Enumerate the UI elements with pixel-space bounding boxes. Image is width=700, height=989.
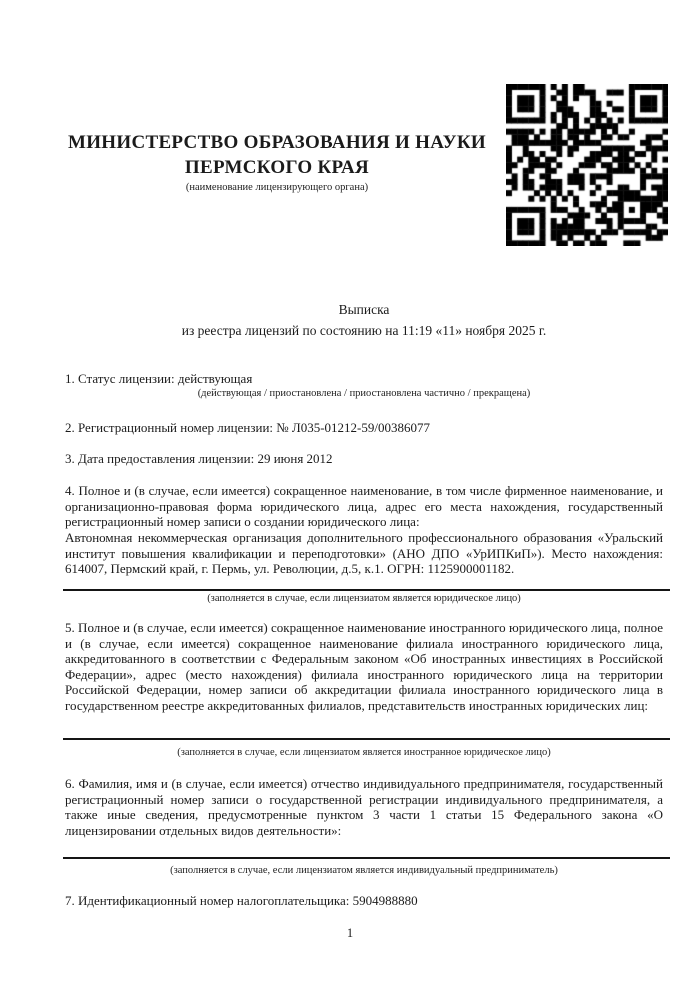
- ministry-name-line1: МИНИСТЕРСТВО ОБРАЗОВАНИЯ И НАУКИ: [67, 132, 487, 153]
- license-status-options-caption: (действующая / приостановлена / приостановлена частично / прекращена): [197, 388, 531, 399]
- document-title-line2: из реестра лицензий по состоянию на 11:19 «11» ноября 2025 г.: [181, 323, 547, 338]
- document-title-line1: Выписка: [338, 302, 390, 317]
- page-number: 1: [346, 926, 354, 940]
- registration-number-line: 2. Регистрационный номер лицензии: № Л035-01212-59/00386077: [65, 420, 431, 435]
- license-status-line: 1. Статус лицензии: действующая: [65, 371, 253, 386]
- legal-entity-fill-caption: (заполняется в случае, если лицензиатом является юридическое лицо): [207, 593, 521, 604]
- license-grant-date-line: 3. Дата предоставления лицензии: 29 июня 2012: [65, 451, 333, 466]
- separator-line-entrepreneur: [63, 857, 670, 859]
- ministry-name-line2: ПЕРМСКОГО КРАЯ: [184, 157, 370, 178]
- qr-code-icon: [506, 84, 668, 246]
- foreign-entity-fill-caption: (заполняется в случае, если лицензиатом является иностранное юридическое лицо): [177, 747, 551, 758]
- taxpayer-id-line: 7. Идентификационный номер налогоплательщика: 5904988880: [65, 893, 418, 908]
- legal-entity-clause-text: 4. Полное и (в случае, если имеется) сокращенное наименование, в том числе фирменное наименование, и организационно-правовая форма юридического лица, адрес его места нахождения, государственный регистрационный номер записи о создании юридического лица:: [65, 483, 663, 529]
- entrepreneur-fill-caption: (заполняется в случае, если лицензиатом является индивидуальный предприниматель): [170, 865, 558, 876]
- foreign-entity-clause-text: 5. Полное и (в случае, если имеется) сокращенное наименование иностранного юридического лица, полное и (в случае, если имеется) сокращенное наименование филиала иностранного юридического лица, аккредитованного в соответствии с Федеральным законом «Об иностранных инвестициях в Российской Федерации», адрес (место нахождения) филиала иностранного юридического лица на территории Российской Федерации, номер записи об аккредитации филиала иностранного юридического лица в государственном реестре аккредитованных филиалов, представительств иностранных юридических лиц:: [65, 620, 663, 713]
- document-title: [65, 299, 663, 341]
- legal-entity-clause-value: Автономная некоммерческая организация дополнительного профессионального образования «Уральский институт повышения квалификации и переподготовки» (АНО ДПО «УрИПКиП»). Место нахождения: 614007, Пермский край, г. Пермь, ул. Революции, д.5, к.1. ОГРН: 1125900001182.: [65, 530, 663, 576]
- entrepreneur-clause-text: 6. Фамилия, имя и (в случае, если имеется) отчество индивидуального предпринимателя, государственный регистрационный номер записи о государственной регистрации индивидуального предпринимателя, а также иные сведения, предусмотренные пунктом 3 части 1 статьи 15 Федерального закона «О лицензировании отдельных видов деятельности»:: [65, 776, 663, 838]
- separator-line-legal-entity: [63, 589, 670, 591]
- licensing-authority-caption: (наименование лицензирующего органа): [185, 182, 369, 193]
- licensing-authority-block: [65, 130, 489, 194]
- separator-line-foreign-entity: [63, 738, 670, 740]
